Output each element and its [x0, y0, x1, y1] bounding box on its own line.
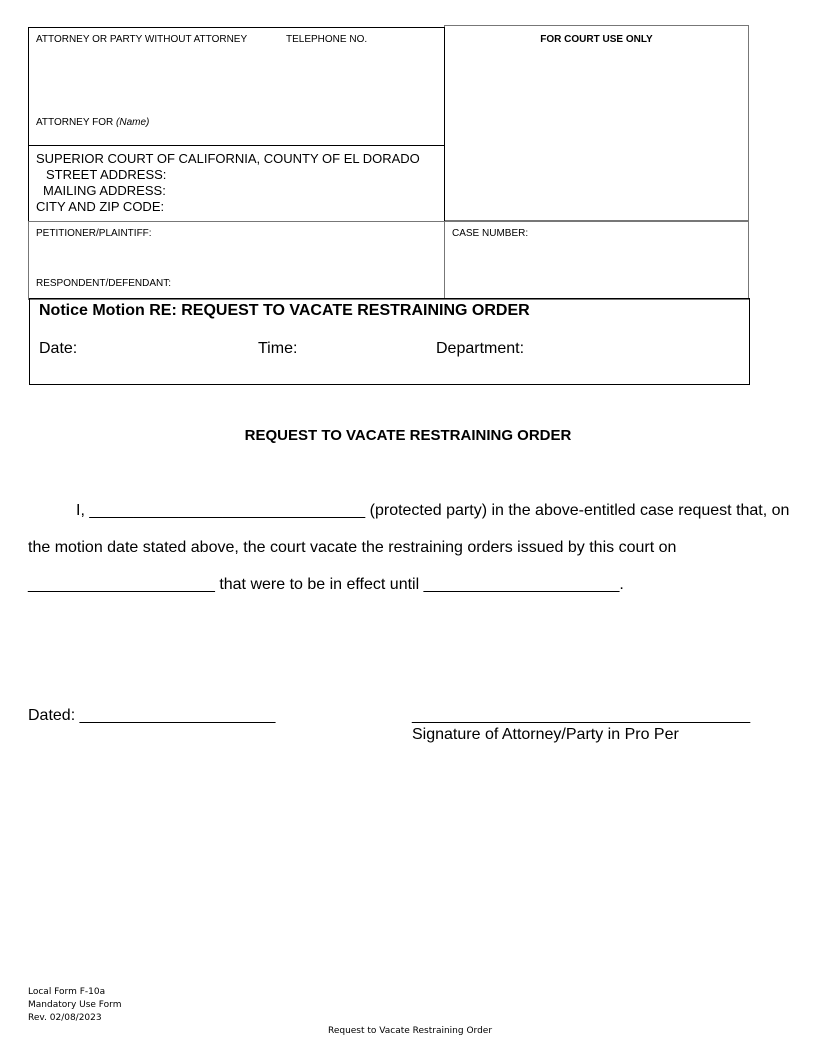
motion-department-label: Department:: [436, 340, 525, 357]
attorney-for-text: ATTORNEY FOR: [36, 117, 114, 128]
footer-form-number: Local Form F-10a: [28, 987, 106, 997]
telephone-label: TELEPHONE NO.: [286, 34, 368, 45]
body-line-2: the motion date stated above, the court vacate the restraining orders issued by this court on: [28, 539, 677, 556]
attorney-for-name: (Name): [116, 117, 150, 128]
motion-time-label: Time:: [258, 340, 298, 357]
street-address-label: STREET ADDRESS:: [46, 167, 167, 182]
motion-date-label: Date:: [39, 340, 78, 357]
dated-line: Dated: ______________________: [28, 707, 276, 724]
city-zip-label: CITY AND ZIP CODE:: [36, 199, 165, 214]
body-line-1: I, _______________________________ (protected party) in the above-entitled case request that, on: [76, 502, 790, 519]
footer-title: Request to Vacate Restraining Order: [327, 1026, 493, 1036]
footer-mandatory: Mandatory Use Form: [28, 1000, 122, 1010]
mailing-address-label: MAILING ADDRESS:: [43, 183, 166, 198]
footer-revision: Rev. 02/08/2023: [28, 1013, 102, 1023]
case-number-label: CASE NUMBER:: [452, 228, 529, 239]
court-name: SUPERIOR COURT OF CALIFORNIA, COUNTY OF EL DORADO: [36, 151, 420, 166]
body-line-3: _____________________ that were to be in effect until ______________________.: [28, 576, 624, 593]
footer-form-info: [28, 986, 121, 1025]
signature-label: Signature of Attorney/Party in Pro Per: [412, 726, 679, 743]
document-title: REQUEST TO VACATE RESTRAINING ORDER: [244, 427, 572, 444]
petitioner-label: PETITIONER/PLAINTIFF:: [36, 228, 152, 239]
signature-line: ______________________________________: [412, 707, 751, 724]
court-use-box: [444, 25, 749, 221]
court-use-label: FOR COURT USE ONLY: [540, 34, 653, 45]
attorney-for-label: [36, 117, 149, 128]
case-number-divider: [444, 221, 445, 300]
respondent-label: RESPONDENT/DEFENDANT:: [36, 278, 172, 289]
attorney-label: ATTORNEY OR PARTY WITHOUT ATTORNEY: [36, 34, 248, 45]
motion-title: Notice Motion RE: REQUEST TO VACATE RESTRAINING ORDER: [39, 302, 530, 319]
